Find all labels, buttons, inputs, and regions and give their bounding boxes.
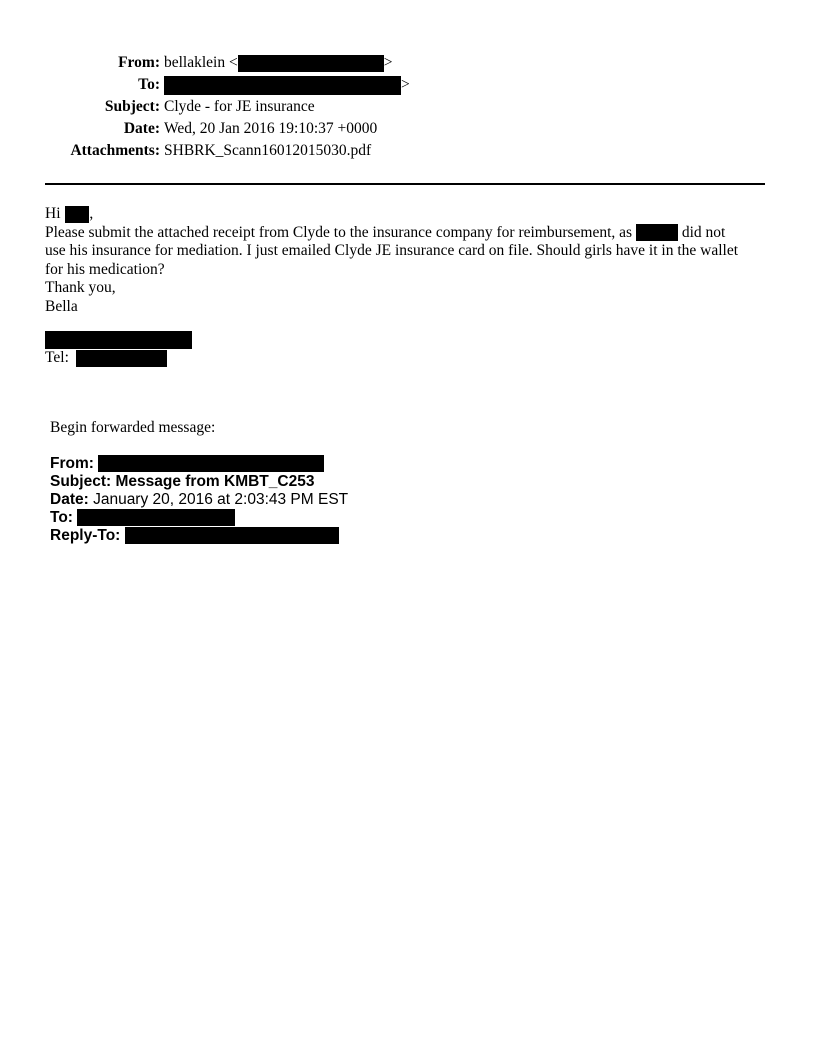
message-line-1 [45,224,770,243]
header-date-row [0,118,816,140]
redacted-from-address [238,55,384,72]
fwd-subject-value: Message from KMBT_C253 [115,473,315,490]
subject-label: Subject: [104,98,160,115]
fwd-date-label: Date: [50,491,89,508]
forwarded-intro: Begin forwarded message: [50,419,216,436]
subject-value: Clyde - for JE insurance [164,98,315,115]
fwd-from-row [50,455,324,473]
message-line-2: use his insurance for mediation. I just emailed Clyde JE insurance card on file. Should girls have it in the wallet [45,242,739,259]
redacted-fwd-to [77,509,235,526]
date-label: Date: [123,120,160,137]
fwd-to-row [50,509,235,527]
redacted-fwd-from [98,455,324,472]
header-attachments-row [0,140,816,162]
header-divider [45,183,765,185]
message-body [45,205,770,316]
greeting-line [45,205,770,224]
attachment-file-link[interactable]: SHBRK_Scann16012015030.pdf [164,142,372,159]
fwd-reply-to-label: Reply-To: [50,527,121,544]
message-line-3: for his medication? [45,260,165,278]
fwd-from-label: From: [50,455,94,472]
header-subject-row [0,96,816,118]
tel-label: Tel: [45,349,69,366]
date-value: Wed, 20 Jan 2016 19:10:37 +0000 [164,120,378,137]
tel-line [45,348,167,367]
greeting-text: Hi [45,205,61,222]
thanks-line: Thank you, [45,279,116,296]
message-line-1-start: Please submit the attached receipt from Clyde to the insurance company for reimbursement, as [45,223,633,241]
redacted-fwd-reply-to [125,527,339,544]
fwd-to-label: To: [50,509,73,526]
attachments-label: Attachments: [70,142,160,159]
fwd-subject-label: Subject: [50,473,112,490]
signature-name: Bella [45,297,78,315]
message-line-1-end: did not [681,223,726,241]
redacted-recipient-name [65,206,89,223]
to-label: To: [138,76,160,93]
from-name: bellaklein < [164,54,238,71]
from-close: > [383,54,393,71]
to-close: > [401,76,410,93]
fwd-date-value: January 20, 2016 at 2:03:43 PM EST [93,491,349,508]
fwd-reply-to-row [50,527,339,545]
redacted-to-address [164,76,401,95]
from-label: From: [118,54,160,71]
redacted-phone-number [76,350,167,367]
from-value [164,52,392,74]
redacted-name-inline [636,224,678,241]
fwd-subject-row [50,473,314,491]
header-from-row [0,52,816,74]
redacted-signature-block [45,331,192,349]
fwd-date-row [50,491,348,509]
greeting-comma: , [89,205,94,222]
to-value [164,74,410,96]
header-to-row [0,74,816,96]
